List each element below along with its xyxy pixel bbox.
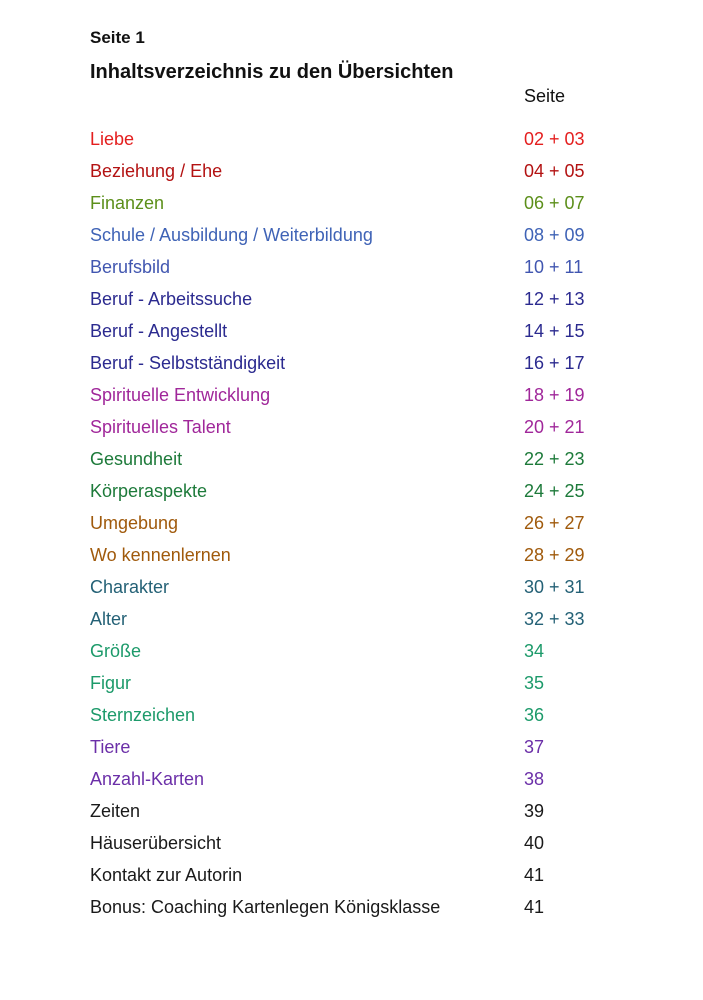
toc-entry [0,155,703,187]
toc-topic: Liebe [90,129,135,149]
toc-page-numbers: 35 [524,673,545,693]
toc-entry [0,795,703,827]
toc-page-numbers: 16 + 17 [524,353,585,373]
toc-entry [0,379,703,411]
toc-page-numbers: 08 + 09 [524,225,585,245]
toc-entry [0,411,703,443]
toc-entry [0,283,703,315]
toc-page-numbers: 18 + 19 [524,385,585,405]
toc-page-numbers: 38 [524,769,545,789]
toc-entry [0,827,703,859]
toc-entry [0,667,703,699]
toc-entry [0,187,703,219]
toc-page-numbers: 36 [524,705,545,725]
toc-page-numbers: 41 [524,897,545,917]
toc-topic: Figur [90,673,132,693]
toc-page-numbers: 02 + 03 [524,129,585,149]
toc-entry [0,443,703,475]
toc-topic: Kontakt zur Autorin [90,865,243,885]
page-column-header: Seite [524,86,566,106]
toc-page-numbers: 06 + 07 [524,193,585,213]
toc-entry [0,635,703,667]
toc-page-numbers: 28 + 29 [524,545,585,565]
toc-entry [0,859,703,891]
toc-entry [0,539,703,571]
toc-topic: Sternzeichen [90,705,196,725]
toc-entry [0,219,703,251]
toc-entry [0,347,703,379]
toc-topic: Spirituelle Entwicklung [90,385,271,405]
toc-topic: Beziehung / Ehe [90,161,223,181]
toc-topic: Beruf - Arbeitssuche [90,289,253,309]
toc-topic: Wo kennenlernen [90,545,231,565]
toc-page-numbers: 40 [524,833,545,853]
page-label: Seite 1 [90,28,145,47]
toc-page-numbers: 32 + 33 [524,609,585,629]
toc-entry [0,475,703,507]
toc-page-numbers: 39 [524,801,545,821]
toc-page-numbers: 22 + 23 [524,449,585,469]
toc-topic: Charakter [90,577,170,597]
toc-topic: Alter [90,609,128,629]
toc-topic: Größe [90,641,142,661]
toc-page-numbers: 14 + 15 [524,321,585,341]
toc-topic: Schule / Ausbildung / Weiterbildung [90,225,373,245]
toc-page-numbers: 20 + 21 [524,417,585,437]
toc-entry [0,507,703,539]
toc-entry [0,699,703,731]
toc-topic: Gesundheit [90,449,183,469]
toc-topic: Körperaspekte [90,481,208,501]
document-title: Inhaltsverzeichnis zu den Übersichten [90,61,454,83]
toc-topic: Beruf - Angestellt [90,321,228,341]
table-of-contents [0,123,703,923]
toc-topic: Häuserübersicht [90,833,222,853]
toc-page-numbers: 12 + 13 [524,289,585,309]
toc-page-numbers: 26 + 27 [524,513,585,533]
toc-entry [0,763,703,795]
toc-entry [0,891,703,923]
toc-topic: Bonus: Coaching Kartenlegen Königsklasse [90,897,441,917]
toc-page-numbers: 34 [524,641,545,661]
toc-entry [0,251,703,283]
toc-topic: Umgebung [90,513,179,533]
toc-entry [0,603,703,635]
toc-page-numbers: 37 [524,737,545,757]
toc-page-numbers: 10 + 11 [524,257,584,277]
toc-page-numbers: 04 + 05 [524,161,585,181]
toc-topic: Spirituelles Talent [90,417,231,437]
toc-page-numbers: 30 + 31 [524,577,585,597]
toc-topic: Berufsbild [90,257,171,277]
toc-entry [0,571,703,603]
toc-page-numbers: 24 + 25 [524,481,585,501]
toc-topic: Beruf - Selbstständigkeit [90,353,286,373]
toc-entry [0,731,703,763]
toc-topic: Finanzen [90,193,165,213]
toc-entry [0,315,703,347]
toc-topic: Zeiten [90,801,141,821]
toc-topic: Anzahl-Karten [90,769,205,789]
toc-entry [0,123,703,155]
toc-page-numbers: 41 [524,865,545,885]
toc-topic: Tiere [90,737,131,757]
